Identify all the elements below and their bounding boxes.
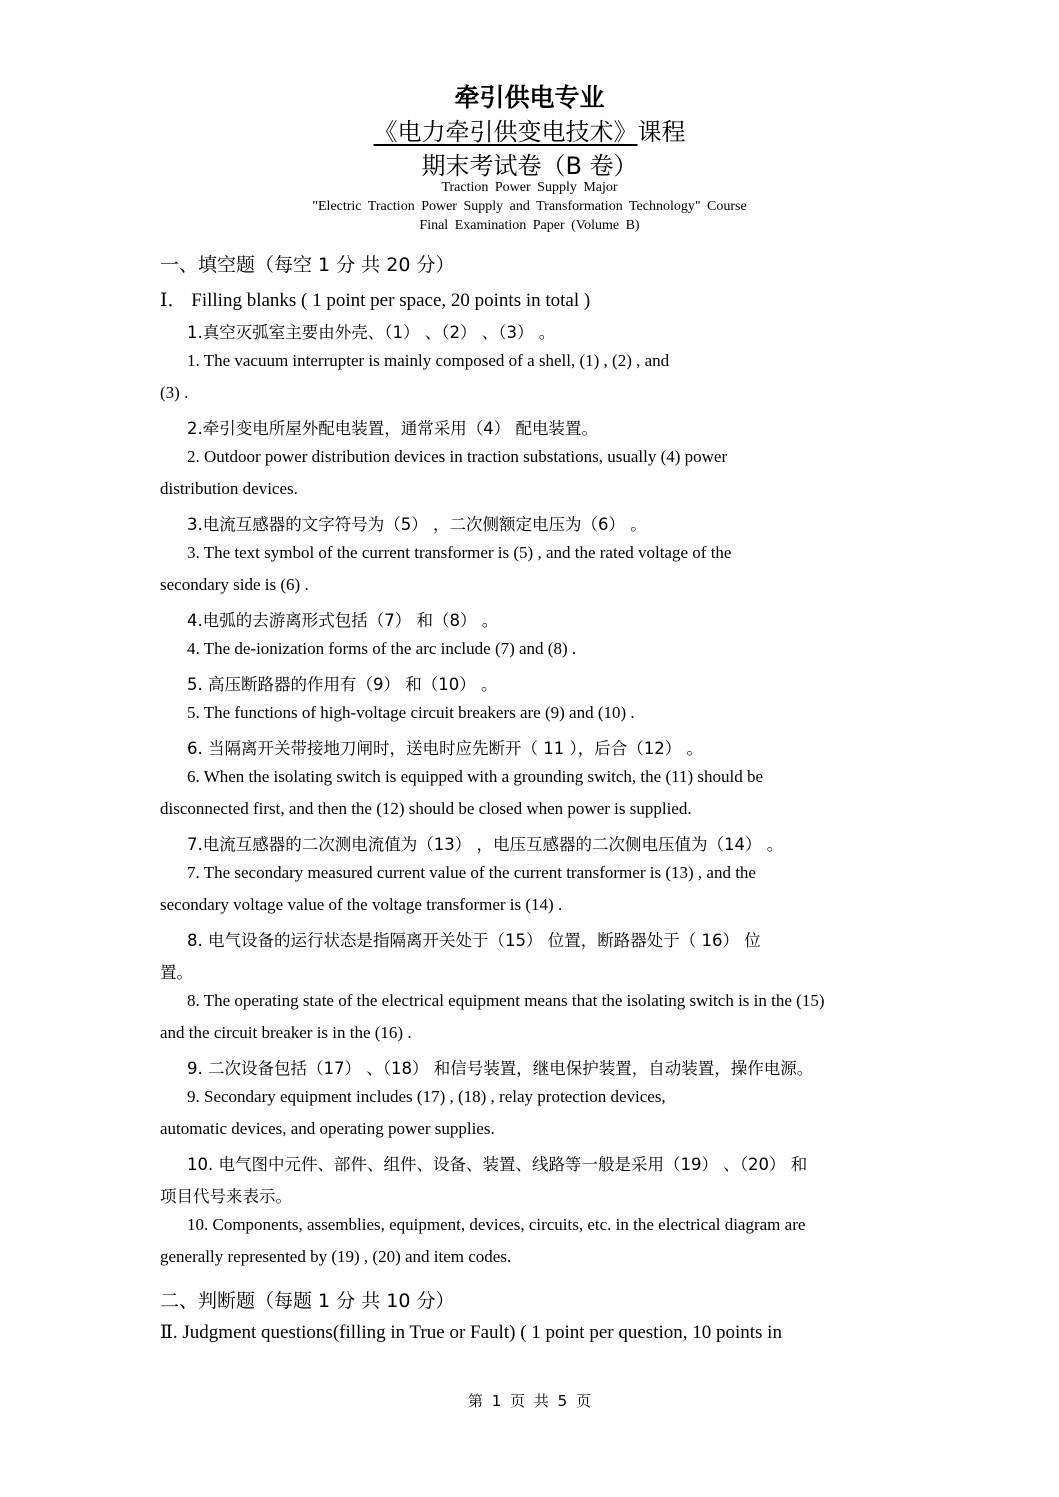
question-line: 8. 电气设备的运行状态是指隔离开关处于（15） 位置，断路器处于（ 16） 位	[187, 931, 761, 950]
question-line: 9. 二次设备包括（17） 、（18） 和信号装置，继电保护装置，自动装置，操作电源。	[187, 1059, 814, 1078]
section1-title-en: Ⅰ． Filling blanks ( 1 point per space, 20 points in total )	[160, 290, 591, 311]
question-line: 10. 电气图中元件、部件、组件、设备、装置、线路等一般是采用（19） 、（20） 和	[187, 1155, 808, 1174]
question-line: 1.真空灭弧室主要由外壳、（1） 、（2） 、（3） 。	[187, 323, 556, 342]
question-line: automatic devices, and operating power supplies.	[160, 1119, 495, 1138]
english-exam-title: Final Examination Paper (Volume B)	[419, 218, 640, 233]
question-line: 2.牵引变电所屋外配电装置，通常采用（4） 配电装置。	[187, 419, 598, 438]
question-line: distribution devices.	[160, 479, 298, 498]
question-line: 10. Components, assemblies, equipment, devices, circuits, etc. in the electrical diagram are	[187, 1215, 806, 1234]
question-line: 4. The de-ionization forms of the arc include (7) and (8) .	[187, 639, 577, 658]
question-line: disconnected first, and then the (12) should be closed when power is supplied.	[160, 799, 692, 818]
question-line: 3. The text symbol of the current transformer is (5) , and the rated voltage of the	[187, 543, 732, 562]
exam-title: 期末考试卷（B 卷）	[421, 152, 638, 180]
question-line: 置。	[160, 963, 193, 982]
question-line: and the circuit breaker is in the (16) .	[160, 1023, 412, 1042]
section2-title-en: Ⅱ. Judgment questions(filling in True or Fault) ( 1 point per question, 10 points in	[160, 1322, 782, 1343]
question-line: 8. The operating state of the electrical equipment means that the isolating switch is in the (15)	[187, 991, 825, 1010]
course-title	[0, 112, 1059, 147]
question-line: 4.电弧的去游离形式包括（7） 和（8） 。	[187, 611, 499, 630]
question-line: 7.电流互感器的二次测电流值为（13） ，电压互感器的二次侧电压值为（14） 。	[187, 835, 784, 854]
question-line: secondary voltage value of the voltage transformer is (14) .	[160, 895, 563, 914]
question-line: 5. 高压断路器的作用有（9） 和（10） 。	[187, 675, 498, 694]
major-title: 牵引供电专业	[454, 83, 605, 112]
english-major: Traction Power Supply Major	[441, 180, 618, 195]
question-line: 项目代号来表示。	[160, 1187, 292, 1206]
question-line: secondary side is (6) .	[160, 575, 309, 594]
english-course: "Electric Traction Power Supply and Transformation Technology" Course	[312, 199, 747, 214]
question-line: (3) .	[160, 383, 189, 402]
section2-title-zh: 二、判断题（每题 1 分 共 10 分）	[160, 1290, 455, 1312]
question-line: 1. The vacuum interrupter is mainly composed of a shell, (1) , (2) , and	[187, 351, 670, 370]
question-line: generally represented by (19) , (20) and item codes.	[160, 1247, 512, 1266]
question-line: 6. 当隔离开关带接地刀闸时，送电时应先断开（ 11 ），后合（12） 。	[187, 739, 703, 758]
course-suffix: 课程	[637, 118, 686, 146]
question-line: 9. Secondary equipment includes (17) , (18) , relay protection devices,	[187, 1087, 666, 1106]
question-line: 6. When the isolating switch is equipped with a grounding switch, the (11) should be	[187, 767, 764, 786]
section1-title-zh: 一、填空题（每空 1 分 共 20 分）	[160, 254, 455, 276]
page-number: 第 1 页 共 5 页	[468, 1392, 591, 1410]
question-line: 5. The functions of high-voltage circuit breakers are (9) and (10) .	[187, 703, 635, 722]
question-line: 7. The secondary measured current value of the current transformer is (13) , and the	[187, 863, 756, 882]
course-name: 《电力牵引供变电技术》	[373, 118, 638, 146]
question-line: 2. Outdoor power distribution devices in traction substations, usually (4) power	[187, 447, 728, 466]
question-line: 3.电流互感器的文字符号为（5） ，二次侧额定电压为（6） 。	[187, 515, 647, 534]
